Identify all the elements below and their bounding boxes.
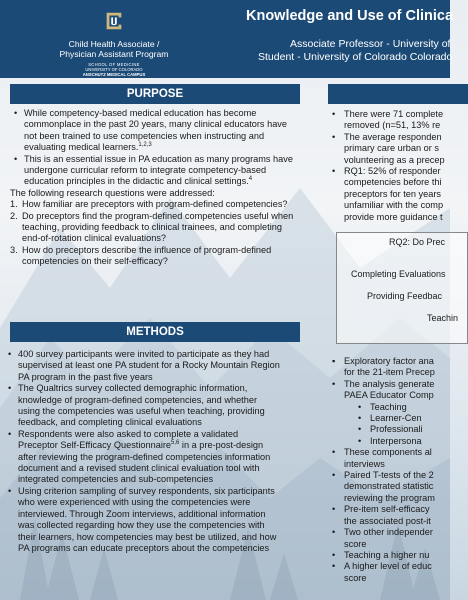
results-line: • Pre-item self-efficacy [332,504,430,515]
methods-bullet: • 400 survey participants were invited to participate as they had supervised at least one PA student for a Rocky Mountain Region PA program in the past five years [8,349,280,382]
results-line: • Paired T-tests of the 2 [332,470,434,481]
results-line: for the 21-item Precep [344,367,435,378]
program-name-line1: Child Health Associate / [68,39,160,49]
research-question: 3. How do preceptors describe the influence of program-defined competencies on their self-efficacy? [10,244,272,267]
purpose-section [10,108,300,268]
results-lower-section [330,356,435,584]
purpose-bullet: • While competency-based medical education has become commonplace in the past 20 years, many clinical educators have not been trained to use competencies when instructing and evaluating medical learners.$^{1,2,3}$ [14,108,288,153]
results-line: score [344,538,367,549]
results-line: unfamiliar with the comp [344,200,444,211]
author-line-1: Associate Professor - University of [290,38,451,50]
program-name-line2: Physician Assistant Program [59,49,169,59]
results-line: removed (n=51, 13% re [344,120,441,131]
results-line: • RQ1: 52% of responder [332,166,441,177]
rq2-category-label: Providing Feedbac [367,291,443,301]
research-questions-intro: The following research questions were addressed: [10,187,215,198]
results-line: provide more guidance t [344,211,443,222]
rq2-chart-box [336,232,468,344]
campus-name: ANSCHUTZ MEDICAL CAMPUS [82,72,146,77]
results-line: • These components al [332,447,432,458]
poster-title: Knowledge and Use of Clinica [246,8,454,24]
results-heading-bar [328,84,468,104]
results-line: • Two other independer [332,527,433,538]
research-question: 1. How familiar are preceptors with program-defined competencies? [10,199,288,210]
rq2-category-label: Completing Evaluations [351,269,446,279]
results-line: ▪ Exploratory factor ana [332,356,434,366]
results-line: primary care urban or s [344,143,439,154]
methods-bullet: • Respondents were also asked to complete a validated Preceptor Self-Efficacy Questionnaire$^{5,6}$ in a pre-post-design after reviewing the program-defined competencies information document and a revised student clinical evaluation tool with integrated competencies and sub-competencies [8,428,271,485]
research-question: 2. Do preceptors find the program-defined competencies useful when teaching, providing feedback to clinical trainees, and completing end-of-rotation clinical evaluations? [10,210,294,244]
results-line: preceptors for ten years [344,188,442,199]
results-line: the associated post-it [344,515,431,526]
university-name: UNIVERSITY OF COLORADO [85,67,143,72]
methods-bullet: • Using criterion sampling of survey respondents, six participants who were experienced with using the competencies were interviewed. Through Zoom interviews, additional information was collected regarding how they use the competencies with their learners, how competencies may best be utilized, and how PA programs can educate preceptors about the competencies [8,485,277,553]
program-logo-block [58,10,170,77]
component-item: • Interpersona [358,435,422,446]
methods-bullet: • The Qualtrics survey collected demographic information, knowledge of program-defined competencies, and whether using the competencies was useful when teaching, providing feedback, and completing clinical evaluations [8,383,265,428]
results-line: competencies before thi [344,177,442,188]
author-line-2: Student - University of Colorado Colorado [258,51,453,63]
results-line: volunteering as a precep [344,154,445,165]
rq2-chart-title: RQ2: Do Prec [389,237,446,247]
component-item: • Professionali [358,424,423,435]
poster-header [0,0,454,78]
school-name: SCHOOL OF MEDICINE [88,62,140,67]
results-line: • A higher level of educ [332,561,432,572]
purpose-bullet: • This is an essential issue in PA education as many programs have undergone curricular reform to integrate competency-based education principles in the didactic and clinical settings.$^4$ [14,153,293,187]
results-line: PAEA Educator Comp [344,390,434,401]
results-line: • Teaching a higher nu [332,549,430,560]
results-line: demonstrated statistic [344,481,434,492]
results-line: score [344,572,367,583]
methods-section [4,349,280,554]
results-line: • The average responden [332,131,442,142]
purpose-heading: PURPOSE [10,84,300,104]
rq2-category-label: Teachin [427,313,459,323]
component-item: • Teaching [358,401,407,412]
results-section [330,109,445,223]
results-line: • The analysis generate [332,378,435,389]
results-line: reviewing the program [344,492,435,503]
methods-heading: METHODS [10,322,300,342]
component-item: • Learner-Cen [358,413,422,424]
cu-logo-icon [103,10,125,32]
results-line: • There were 71 complete [332,109,444,119]
results-line: interviews [344,458,385,469]
